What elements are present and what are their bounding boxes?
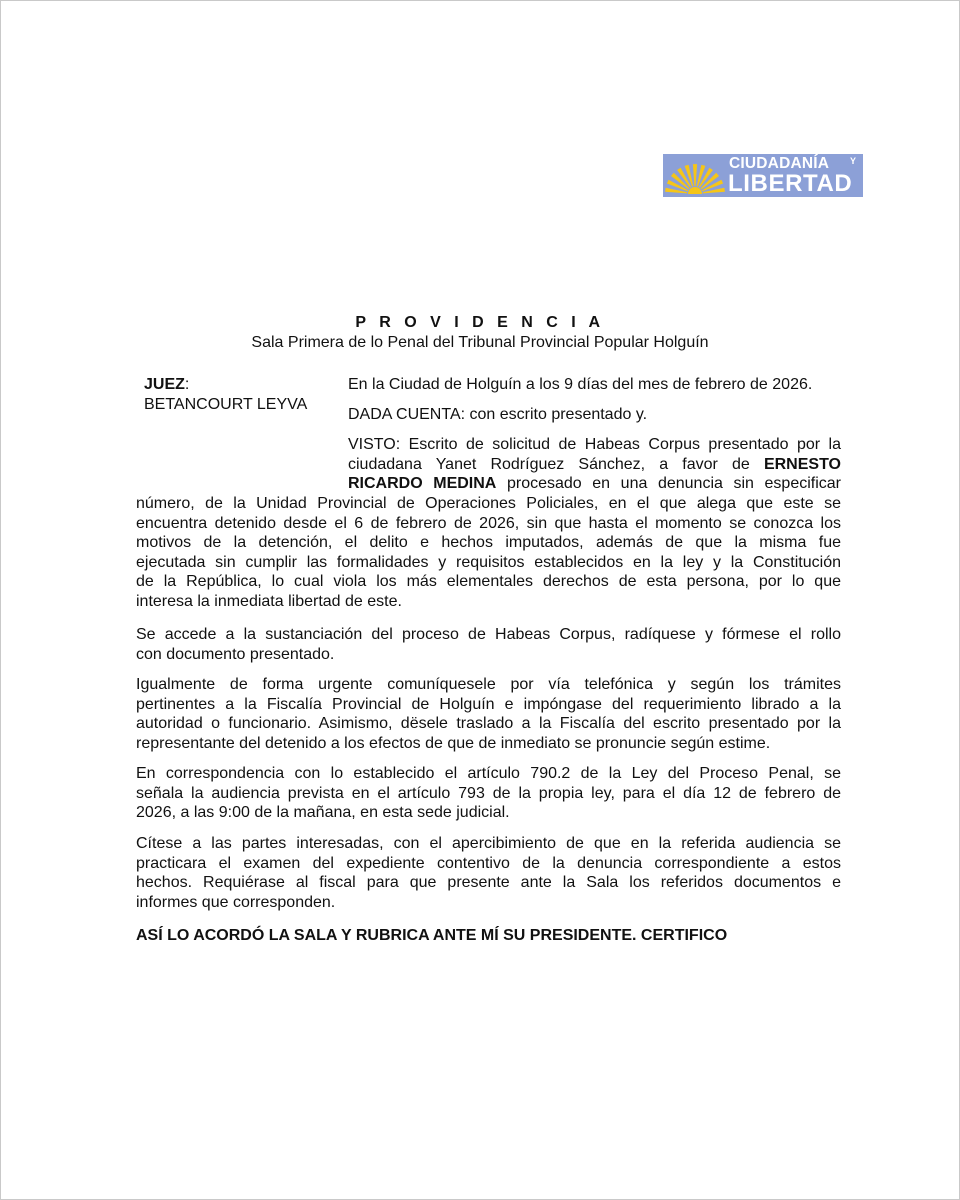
sun-ray <box>693 164 697 186</box>
paragraph-line: representante del detenido a los efectos de que de inmediato se pronuncie según estime. <box>136 734 771 752</box>
detainee-name-part2: RICARDO MEDINA <box>348 475 497 492</box>
sun-rays <box>665 164 725 194</box>
paragraph-line: En correspondencia con lo establecido el artículo 790.2 de la Ley del Proceso Penal, se <box>136 765 841 782</box>
logo-line1: CIUDADANÍA <box>729 155 830 172</box>
paragraph-citacion <box>136 834 841 912</box>
date-line: En la Ciudad de Holguín a los 9 días del mes de febrero de 2026. <box>348 376 813 393</box>
dada-cuenta-line: DADA CUENTA: con escrito presentado y. <box>348 406 648 423</box>
judge-label: JUEZ <box>144 376 185 393</box>
paragraph-line: Igualmente de forma urgente comuníquesele por vía telefónica y según los trámites <box>136 676 841 693</box>
visto-rest-line: ejecutada sin cumplir las formalidades y requisitos establecidos en la ley y la Constitución <box>136 553 841 571</box>
paragraph-line: con documento presentado. <box>136 645 335 663</box>
sunrise-icon <box>663 154 727 197</box>
visto-line-1: VISTO: Escrito de solicitud de Habeas Corpus presentado por la <box>348 436 841 453</box>
document-subtitle: Sala Primera de lo Penal del Tribunal Provincial Popular Holguín <box>251 334 709 351</box>
visto-line-2-text: ciudadana Yanet Rodríguez Sánchez, a favor de <box>348 456 750 473</box>
visto-rest-line: de la República, lo cual viola los más elementales derechos de esta persona, por lo que <box>136 573 841 590</box>
visto-line-3 <box>348 474 841 494</box>
closing-certification: ASÍ LO ACORDÓ LA SALA Y RUBRICA ANTE MÍ SU PRESIDENTE. CERTIFICO <box>136 927 728 944</box>
visto-rest-line: número, de la Unidad Provincial de Operaciones Policiales, en el que alega que este se <box>136 495 841 512</box>
paragraph-comunicacion <box>136 675 841 753</box>
document-title: P R O V I D E N C I A <box>355 314 605 331</box>
paragraph-audiencia <box>136 764 841 823</box>
paragraph-line: autoridad o funcionario. Asimismo, dësele traslado a la Fiscalía del escrito presentado por la <box>136 715 841 732</box>
paragraph-line: practicara el examen del expediente contentivo de la denuncia correspondiente a estos <box>136 854 841 872</box>
paragraph-line: hechos. Requiérase al fiscal para que presente ante la Sala los referidos documentos e <box>136 874 841 891</box>
logo-line2: LIBERTAD <box>728 170 853 197</box>
paragraph-line: Cítese a las partes interesadas, con el apercibimiento de que en la referida audiencia se <box>136 835 841 852</box>
paragraph-line: señala la audiencia prevista en el artículo 793 de la propia ley, para el día 12 de febrero de <box>136 784 841 802</box>
paragraph-sustanciacion <box>136 625 841 664</box>
paragraph-line: informes que corresponden. <box>136 893 336 911</box>
visto-continuation <box>136 494 841 611</box>
judge-block <box>144 375 307 415</box>
paragraph-line: 2026, a las 9:00 de la mañana, en esta sede judicial. <box>136 804 510 821</box>
visto-rest-line: interesa la inmediata libertad de este. <box>136 592 402 610</box>
logo-conjunction: Y <box>850 156 857 166</box>
judge-colon: : <box>184 376 190 393</box>
paragraph-line: Se accede a la sustanciación del proceso de Habeas Corpus, radíquese y fórmese el rollo <box>136 626 841 643</box>
ciudadania-libertad-logo <box>663 154 863 197</box>
visto-line-2 <box>348 455 841 475</box>
sun-disc <box>688 187 702 194</box>
judge-name: BETANCOURT LEYVA <box>144 396 308 413</box>
visto-rest-line: encuentra detenido desde el 6 de febrero de 2026, sin que hasta el momento se conozca los <box>136 514 841 532</box>
visto-line-3-text: procesado en una denuncia sin especificar <box>506 475 842 492</box>
detainee-name-part1: ERNESTO <box>763 456 841 473</box>
visto-rest-line: motivos de la detención, el delito e hechos imputados, además de que la misma fue <box>136 534 841 551</box>
paragraph-line: pertinentes a la Fiscalía Provincial de Holguín e impóngase del requerimiento librado a la <box>136 695 841 713</box>
